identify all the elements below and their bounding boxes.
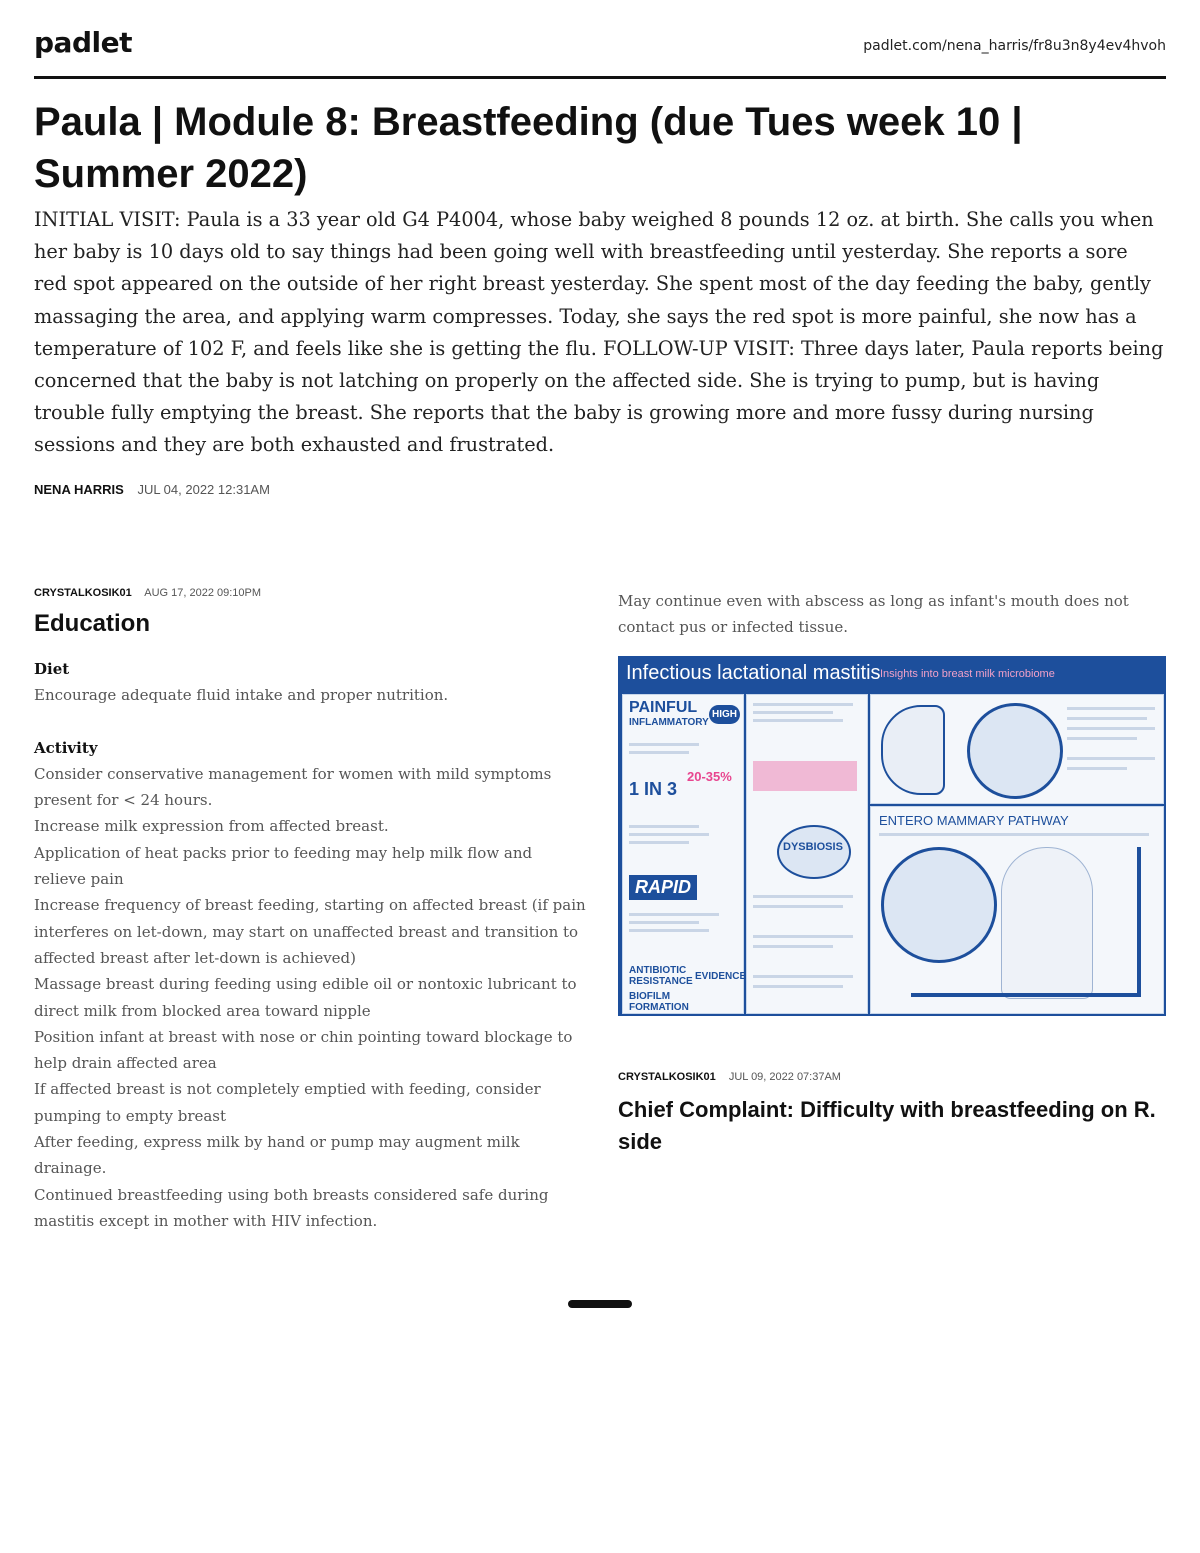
activity-line: Increase frequency of breast feeding, starting on affected breast (if pain interferes on let-down, may start on unaffected breast and transition to affected breast after let-down is achieved): [34, 896, 586, 967]
infographic-subtitle: Insights into breast milk microbiome: [880, 668, 1055, 680]
infographic-pathway-title: ENTERO MAMMARY PATHWAY: [879, 813, 1069, 828]
page-header: [34, 26, 1166, 79]
diet-heading: Diet: [34, 660, 70, 678]
activity-line: Consider conservative management for women with mild symptoms present for < 24 hours.: [34, 764, 552, 810]
education-post-body: [34, 656, 586, 1234]
page-url: padlet.com/nena_harris/fr8u3n8y4ev4hvoh: [863, 38, 1166, 54]
board-date: JUL 04, 2022 12:31AM: [137, 482, 270, 497]
mastitis-text: May continue even with abscess as long as infant's mouth does not contact pus or infected tissue.: [618, 592, 1129, 637]
infographic-left-panel: [622, 694, 747, 1014]
education-post-title: Education: [34, 610, 151, 637]
infographic-biofilm: BIOFILM FORMATION: [629, 991, 689, 1013]
activity-line: Increase milk expression from affected breast.: [34, 817, 389, 836]
activity-heading: Activity: [34, 738, 98, 757]
diet-text: Encourage adequate fluid intake and proper nutrition.: [34, 686, 449, 705]
activity-line: Continued breastfeeding using both breasts considered safe during mastitis except in mother with HIV infection.: [34, 1185, 549, 1230]
infographic-1in3: 1 IN 3: [629, 779, 678, 799]
padlet-logo[interactable]: padlet: [34, 26, 132, 59]
board-title: Paula | Module 8: Breastfeeding (due Tues week 10 | Summer 2022): [34, 100, 1023, 196]
chief-complaint-date: JUL 09, 2022 07:37AM: [728, 1071, 841, 1083]
infographic-rapid: RAPID: [629, 875, 697, 900]
infographic-percent: 20-35%: [687, 769, 732, 784]
infographic-painful: PAINFUL: [629, 699, 698, 716]
activity-line: Position infant at breast with nose or chin pointing toward blockage to help drain affected area: [34, 1027, 573, 1073]
infographic-high: HIGH: [709, 705, 740, 724]
education-post-meta: [34, 587, 261, 599]
board-description: INITIAL VISIT: Paula is a 33 year old G4 P4004, whose baby weighed 8 pounds 12 oz. at birth. She calls you when her baby is 10 days old to say things had been going well with breastfeeding until yesterday. She reports a sore red spot appeared on the outside of her right breast yesterday. She spent most of the day feeding the baby, gently massaging the area, and applying warm compresses. Today, she says the red spot is more painful, she now has a temperature of 102 F, and feels like she is getting the flu. FOLLOW-UP VISIT: Three days later, Paula reports being concerned that the baby is not latching on properly on the affected side. She is trying to pump, but is having trouble fully emptying the breast. She reports that the baby is growing more and more fussy during nursing sessions and they are both exhausted and frustrated.: [34, 208, 1164, 457]
activity-line: If affected breast is not completely emptied with feeding, consider pumping to empty breast: [34, 1080, 541, 1125]
chief-complaint-title: Chief Complaint: Difficulty with breastfeeding on R. side: [618, 1097, 1156, 1154]
infographic-pathway-panel: [870, 806, 1164, 1014]
chief-complaint-meta: [618, 1071, 841, 1083]
infographic-title: Infectious lactational mastitis: [626, 662, 881, 684]
board-meta: [34, 482, 270, 497]
infographic-evidence: EVIDENCE: [695, 971, 747, 982]
activity-line: Massage breast during feeding using edible oil or nontoxic lubricant to direct milk from blocked area toward nipple: [34, 975, 577, 1020]
chief-complaint-author: CRYSTALKOSIK01: [618, 1071, 716, 1083]
loading-indicator: [568, 1300, 632, 1308]
mastitis-infographic[interactable]: [618, 656, 1166, 1016]
board-author: NENA HARRIS: [34, 482, 124, 497]
education-post-author: CRYSTALKOSIK01: [34, 587, 132, 599]
activity-line: After feeding, express milk by hand or pump may augment milk drainage.: [34, 1133, 520, 1178]
mastitis-post-text: [618, 588, 1168, 641]
activity-line: Application of heat packs prior to feeding may help milk flow and relieve pain: [34, 843, 533, 889]
infographic-middle-panel: [746, 694, 868, 1014]
infographic-antibiotic: ANTIBIOTIC RESISTANCE: [629, 965, 693, 987]
infographic-inflammatory: INFLAMMATORY: [629, 717, 709, 728]
infographic-breast-panel: [870, 694, 1164, 804]
education-post-date: AUG 17, 2022 09:10PM: [144, 587, 262, 599]
infographic-dysbiosis: DYSBIOSIS: [783, 841, 843, 853]
